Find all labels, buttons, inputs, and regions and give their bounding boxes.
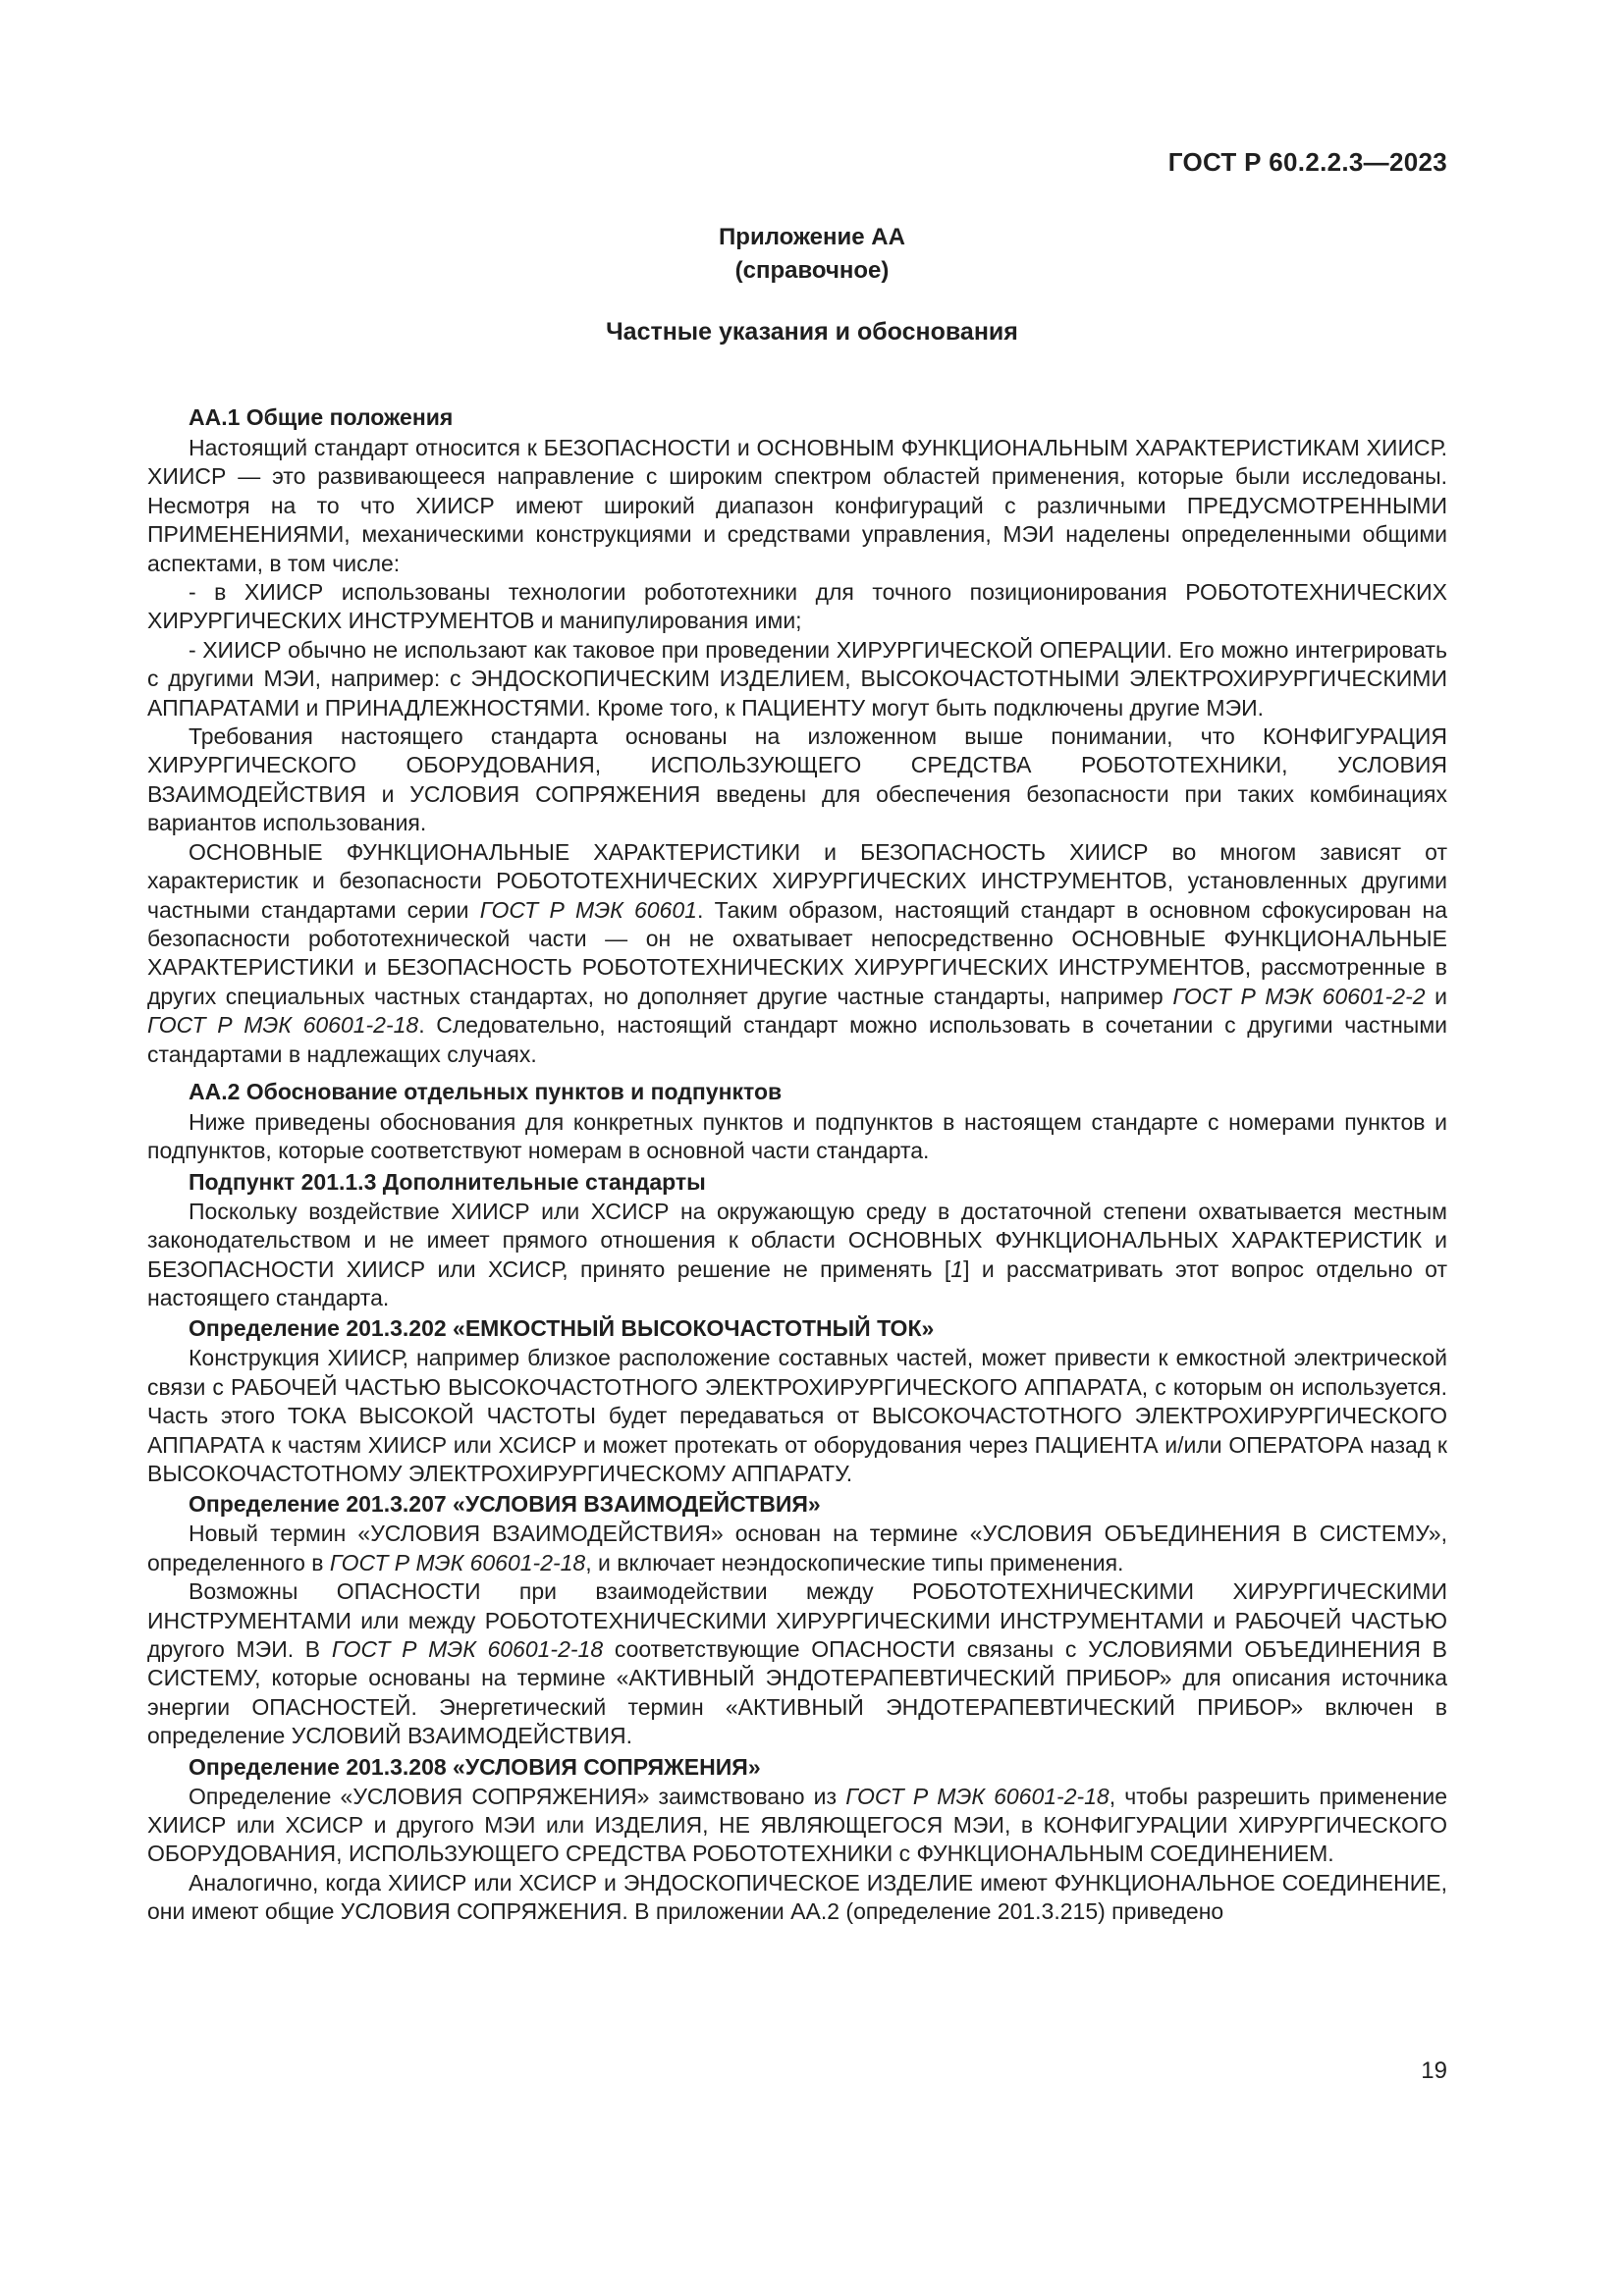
text-run: Возможны ОПАСНОСТИ при взаимодействии между РОБОТОТЕХНИЧЕСКИМИ ХИРУРГИЧЕСКИМИ ИНСТРУМЕНТАМИ или между РОБОТОТЕХНИЧЕСКИМИ ХИРУРГИЧЕСКИМИ ИНСТРУМЕНТАМИ и РАБОЧЕЙ ЧАСТЬЮ другого МЭИ. В [147,1578,1447,1663]
text-run: ОСНОВНЫЕ ФУНКЦИОНАЛЬНЫЕ ХАРАКТЕРИСТИКИ и БЕЗОПАСНОСТЬ ХИИСР во многом зависят от характеристик и безопасности РОБОТОТЕХНИЧЕСКИХ ХИРУРГИЧЕСКИХ ИНСТРУМЕНТОВ, установленных другими частными стандартами серии [147,838,1447,923]
text-run: Определение «УСЛОВИЯ СОПРЯЖЕНИЯ» заимствовано из [189,1783,846,1809]
bibliography-reference: 1 [950,1255,964,1282]
text-run: . Таким образом, настоящий стандарт в основном сфокусирован на безопасности робототехнической части — он не охватывает непосредственно ОСНОВНЫЕ ФУНКЦИОНАЛЬНЫЕ ХАРАКТЕРИСТИКИ и БЕЗОПАСНОСТЬ РОБОТОТЕХНИЧЕСКИХ ХИРУРГИЧЕСКИХ ИНСТРУМЕНТОВ, рассмотренные в других специальных частных стандартах, но дополняет другие частные стандарты, например [147,896,1447,1009]
appendix-subtitle: (справочное) [734,257,890,284]
text-run: , и включает неэндоскопические типы применения. [585,1549,1124,1575]
paragraph: Требования настоящего стандарта основаны на изложенном выше понимании, что КОНФИГУРАЦИЯ ХИРУРГИЧЕСКОГО ОБОРУДОВАНИЯ, ИСПОЛЬЗУЮЩЕГО СРЕДСТВА РОБОТОТЕХНИКИ, УСЛОВИЯ ВЗАИМОДЕЙСТВИЯ и УСЛОВИЯ СОПРЯЖЕНИЯ введены для обеспечения безопасности при таких комбинациях вариантов использования. [147,723,1447,836]
text-run: и [1425,983,1447,1009]
section-heading-aa1: АА.1 Общие положения [189,404,454,430]
subsection-heading: Определение 201.3.207 «УСЛОВИЯ ВЗАИМОДЕЙСТВИЯ» [189,1491,821,1518]
paragraph [147,838,1447,1069]
text-run: . Следовательно, настоящий стандарт можно использовать в сочетании с другими частными стандартами в надлежащих случаях. [147,1012,1447,1067]
text-run: , чтобы разрешить применение ХИИСР или ХСИСР и другого МЭИ или ИЗДЕЛИЯ, НЕ ЯВЛЯЮЩЕГОСЯ МЭИ, в КОНФИГУРАЦИИ ХИРУРГИЧЕСКОГО ОБОРУДОВАНИЯ, ИСПОЛЬЗУЮЩЕГО СРЕДСТВА РОБОТОТЕХНИКИ с ФУНКЦИОНАЛЬНЫМ СОЕДИНЕНИЕМ. [147,1783,1448,1867]
paragraph: Аналогично, когда ХИИСР или ХСИСР и ЭНДОСКОПИЧЕСКОЕ ИЗДЕЛИЕ имеют ФУНКЦИОНАЛЬНОЕ СОЕДИНЕНИЕ, они имеют общие УСЛОВИЯ СОПРЯЖЕНИЯ. В приложении АА.2 (определение 201.3.215) приведено [147,1869,1447,1925]
paragraph [147,1198,1447,1313]
standard-reference: ГОСТ Р МЭК 60601 [479,896,697,923]
list-item: - ХИИСР обычно не использают как таковое при проведении ХИРУРГИЧЕСКОЙ ОПЕРАЦИИ. Его можно интегрировать с другими МЭИ, например: с ЭНДОСКОПИЧЕСКИМ ИЗДЕЛИЕМ, ВЫСОКОЧАСТОТНЫМИ ЭЛЕКТРОХИРУРГИЧЕСКИМИ АППАРАТАМИ и ПРИНАДЛЕЖНОСТЯМИ. Кроме того, к ПАЦИЕНТУ могут быть подключены другие МЭИ. [147,636,1447,721]
appendix-heading: Частные указания и обоснования [606,318,1018,346]
standard-reference: ГОСТ Р МЭК 60601-2-18 [331,1636,604,1663]
paragraph: Настоящий стандарт относится к БЕЗОПАСНОСТИ и ОСНОВНЫМ ФУНКЦИОНАЛЬНЫМ ХАРАКТЕРИСТИКАМ ХИИСР. ХИИСР — это развивающееся направление с широким спектром областей применения, которые были исследованы. Несмотря на то что ХИИСР имеют широкий диапазон конфигураций с различными ПРЕДУСМОТРЕННЫМИ ПРИМЕНЕНИЯМИ, механическими конструкциями и средствами управления, МЭИ наделены определенными общими аспектами, в том числе: [147,435,1447,576]
subsection-heading: Подпункт 201.1.3 Дополнительные стандарты [189,1168,706,1195]
text-run: Поскольку воздействие ХИИСР или ХСИСР на окружающую среду в достаточной степени охватывается местным законодательством и не имеет прямого отношения к области ОСНОВНЫХ ФУНКЦИОНАЛЬНЫХ ХАРАКТЕРИСТИК и БЕЗОПАСНОСТИ ХИИСР или ХСИСР, принято решение не применять [ [147,1198,1447,1282]
standard-reference: ГОСТ Р МЭК 60601-2-2 [1172,983,1426,1009]
page-number: 19 [1421,2057,1447,2084]
paragraph [147,1783,1447,1869]
subsection-heading: Определение 201.3.208 «УСЛОВИЯ СОПРЯЖЕНИЯ» [189,1753,761,1780]
paragraph: Конструкция ХИИСР, например близкое расположение составных частей, может привести к емкостной электрической связи с РАБОЧЕЙ ЧАСТЬЮ ВЫСОКОЧАСТОТНОГО ЭЛЕКТРОХИРУРГИЧЕСКОГО АППАРАТА, с которым он используется. Часть этого ТОКА ВЫСОКОЙ ЧАСТОТЫ будет передаваться от ВЫСОКОЧАСТОТНОГО ЭЛЕКТРОХИРУРГИЧЕСКОГО АППАРАТА к частям ХИИСР или ХСИСР и может протекать от оборудования через ПАЦИЕНТА и/или ОПЕРАТОРА назад к ВЫСОКОЧАСТОТНОМУ ЭЛЕКТРОХИРУРГИЧЕСКОМУ АППАРАТУ. [147,1345,1447,1486]
document-body [147,400,1447,1927]
paragraph [147,1577,1447,1750]
standard-reference: ГОСТ Р МЭК 60601-2-18 [329,1549,586,1575]
text-run: соответствующие ОПАСНОСТИ связаны с УСЛОВИЯМИ ОБЪЕДИНЕНИЯ В СИСТЕМУ, которые основаны на термине «АКТИВНЫЙ ЭНДОТЕРАПЕВТИЧЕСКИЙ ПРИБОР» для описания источника энергии ОПАСНОСТЕЙ. Энергетический термин «АКТИВНЫЙ ЭНДОТЕРАПЕВТИЧЕСКИЙ ПРИБОР» включен в определение УСЛОВИЙ ВЗАИМОДЕЙСТВИЯ. [147,1636,1447,1749]
list-item: - в ХИИСР использованы технологии робототехники для точного позиционирования РОБОТОТЕХНИЧЕСКИХ ХИРУРГИЧЕСКИХ ИНСТРУМЕНТОВ и манипулирования ими; [147,579,1447,634]
standard-reference: ГОСТ Р МЭК 60601-2-18 [845,1783,1110,1809]
section-heading-aa2: АА.2 Обоснование отдельных пунктов и подпунктов [189,1078,783,1104]
subsection-heading: Определение 201.3.202 «ЕМКОСТНЫЙ ВЫСОКОЧАСТОТНЫЙ ТОК» [189,1315,935,1342]
text-run: ] и рассматривать этот вопрос отдельно от настоящего стандарта. [147,1255,1447,1310]
document-code: ГОСТ Р 60.2.2.3—2023 [1167,147,1447,177]
paragraph [147,1520,1447,1577]
appendix-title: Приложение АА [719,224,905,250]
standard-reference: ГОСТ Р МЭК 60601-2-18 [147,1012,419,1039]
text-run: Новый термин «УСЛОВИЯ ВЗАИМОДЕЙСТВИЯ» основан на термине «УСЛОВИЯ ОБЪЕДИНЕНИЯ В СИСТЕМУ», определенного в [147,1521,1447,1575]
paragraph: Ниже приведены обоснования для конкретных пунктов и подпунктов в настоящем стандарте с номерами пунктов и подпунктов, которые соответствуют номерам в основной части стандарта. [147,1108,1447,1164]
